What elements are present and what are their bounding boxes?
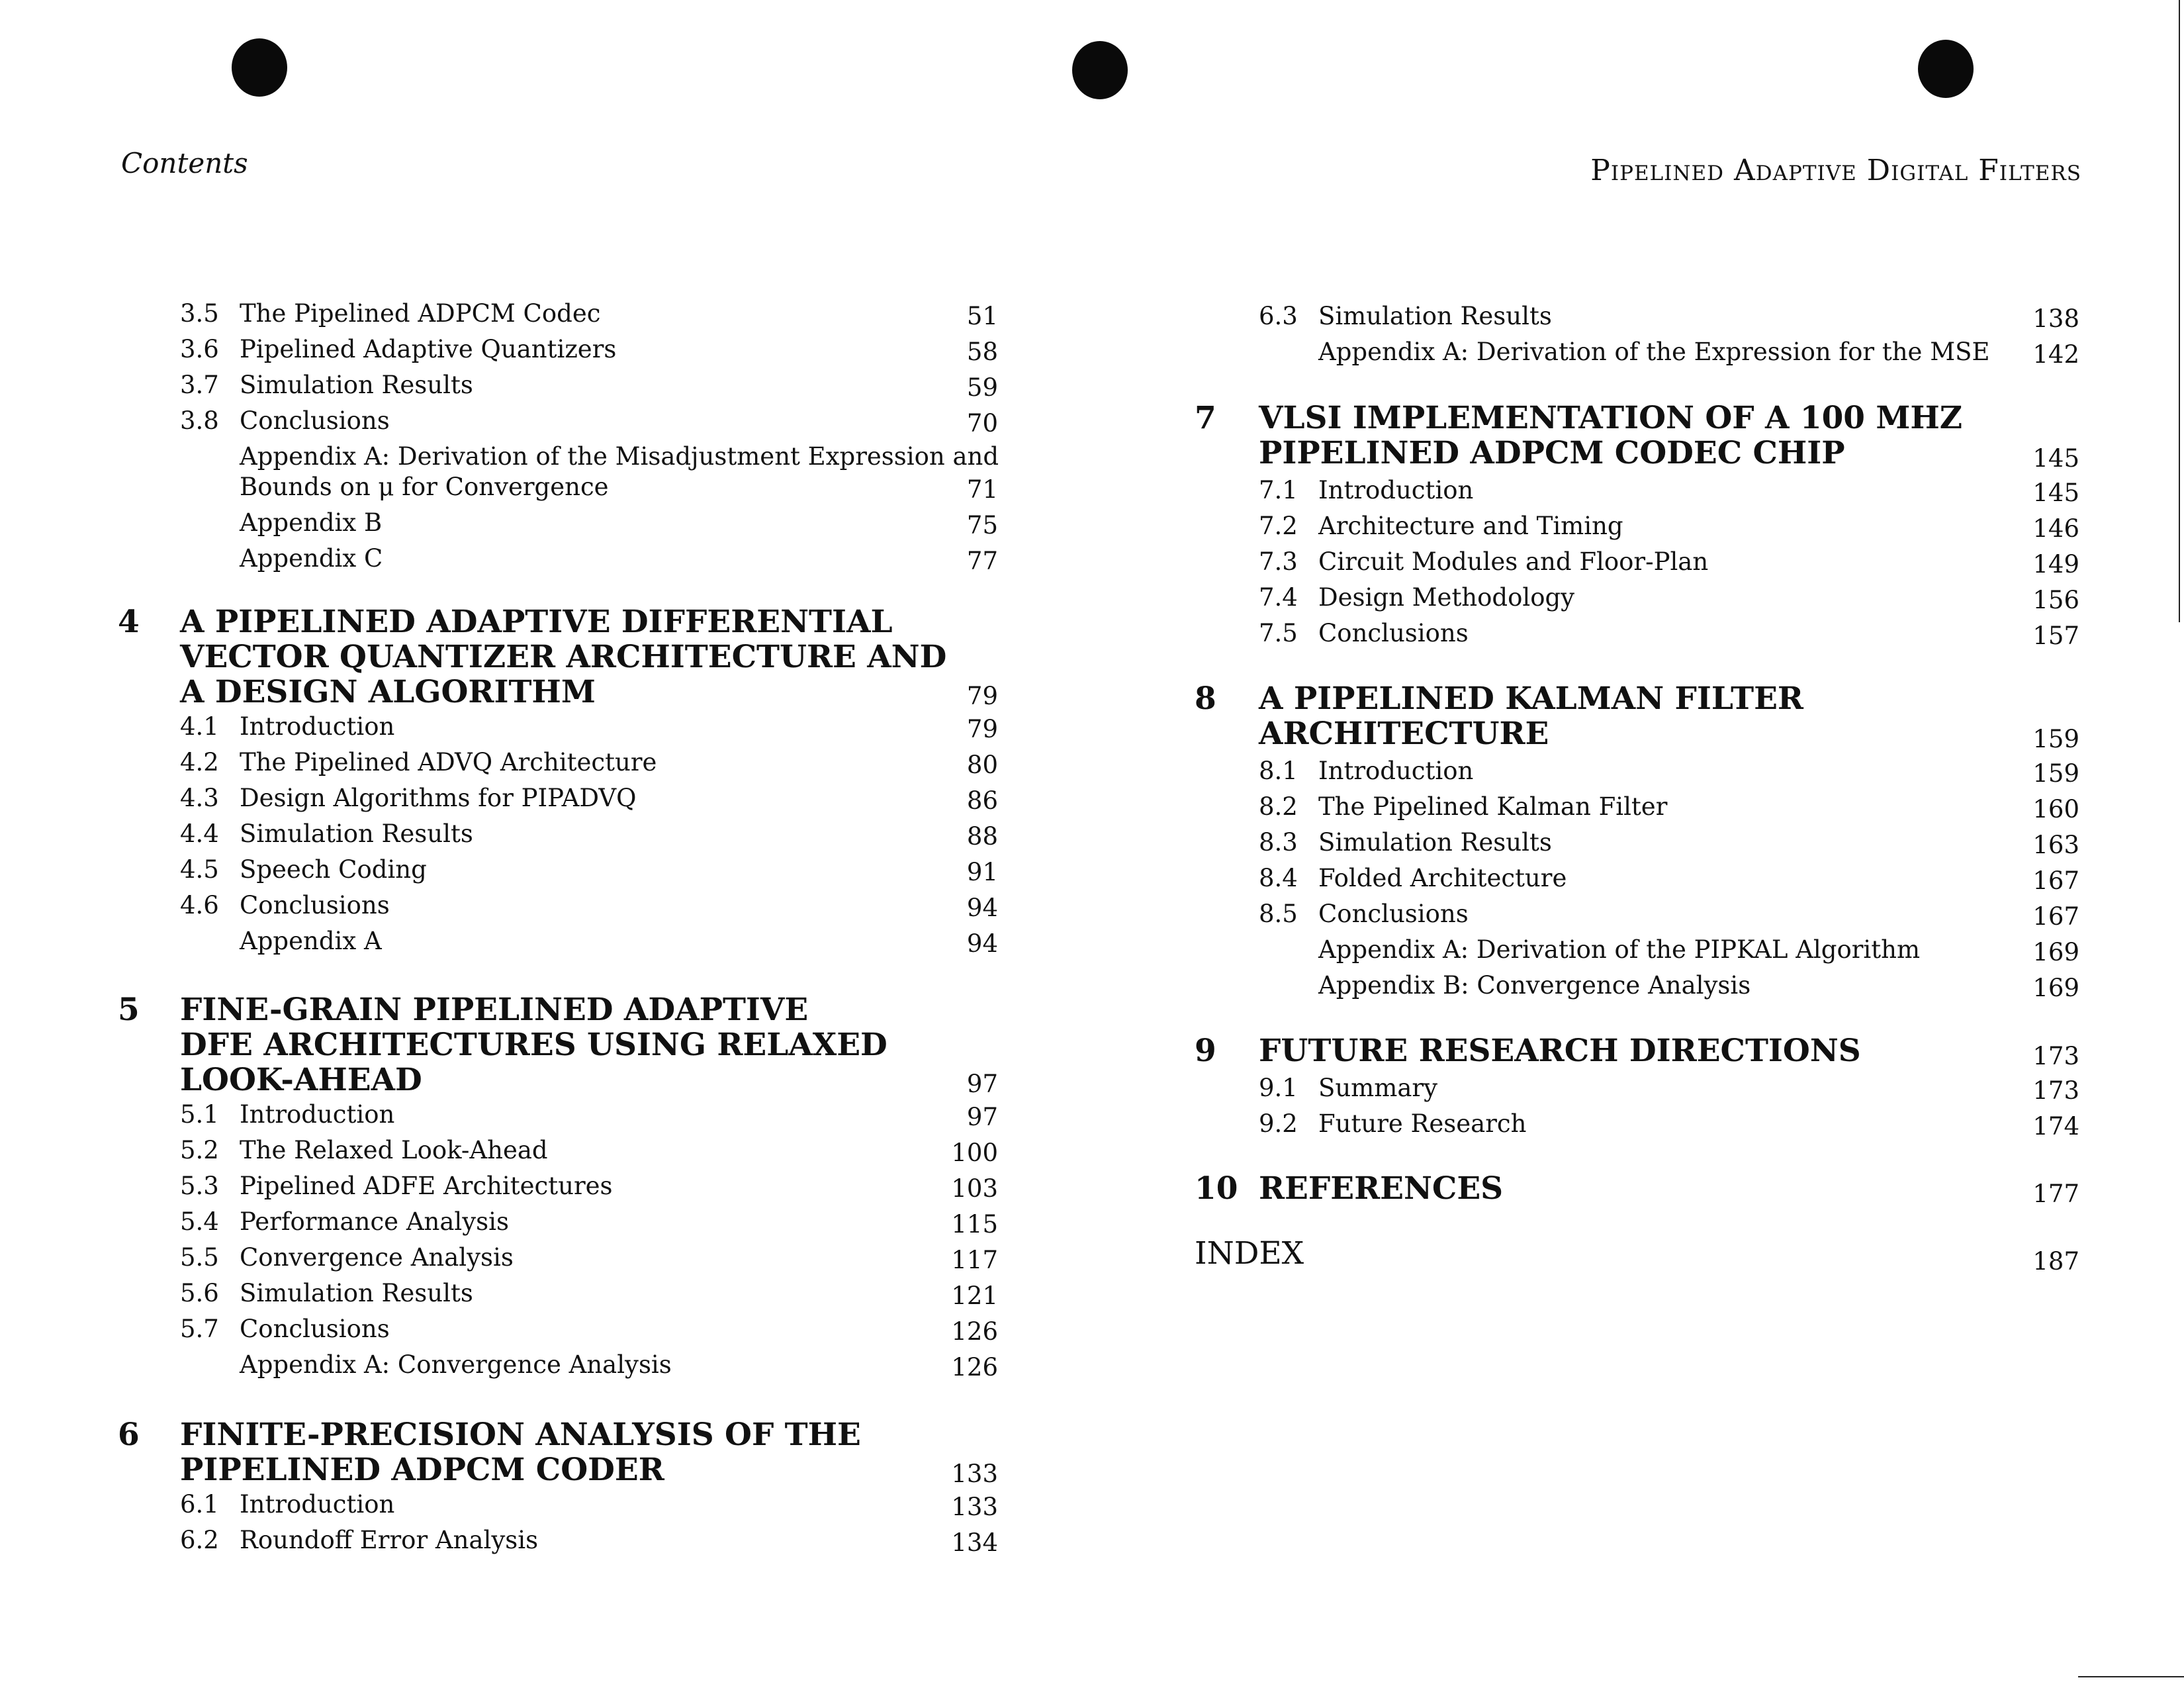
section-number: 5.2 [180,1136,219,1164]
section-number: 6.2 [180,1526,219,1554]
section-title: Future Research [1318,1109,1527,1138]
section-title: Conclusions [1318,900,1469,928]
page-number: 133 [951,1493,998,1521]
section-number: 4.6 [180,891,219,919]
page-number: 173 [2032,1042,2079,1070]
chapter-title: FINE-GRAIN PIPELINED ADAPTIVE [180,992,809,1028]
page-number: 80 [966,751,998,779]
section-title: Simulation Results [1318,302,1552,330]
section-title: Design Methodology [1318,583,1575,612]
section-title: Introduction [1318,476,1474,504]
page-number: 163 [2032,831,2079,859]
section-title: Speech Coding [240,855,427,884]
index-title: INDEX [1195,1235,1304,1272]
page-number: 177 [2032,1180,2079,1208]
chapter-number: 5 [118,992,140,1028]
appendix-title: Appendix A: Convergence Analysis [240,1350,672,1379]
section-title: Simulation Results [240,371,473,399]
page-number: 59 [966,373,998,402]
section-number: 5.6 [180,1279,219,1307]
section-title: The Pipelined ADPCM Codec [240,299,601,328]
page-number: 121 [951,1282,998,1310]
section-number: 7.1 [1259,476,1298,504]
section-title: Simulation Results [240,820,473,848]
section-number: 3.6 [180,335,219,363]
chapter-title: VLSI IMPLEMENTATION OF A 100 MHZ [1259,400,1963,436]
section-number: 7.3 [1259,547,1298,576]
page-number: 174 [2032,1112,2079,1141]
chapter-number: 4 [118,604,140,640]
section-number: 9.1 [1259,1074,1298,1102]
section-title: The Relaxed Look-Ahead [240,1136,548,1164]
appendix-title: Appendix B: Convergence Analysis [1318,971,1751,1000]
chapter-title: VECTOR QUANTIZER ARCHITECTURE AND [180,639,947,675]
section-number: 5.4 [180,1207,219,1236]
section-title: Roundoff Error Analysis [240,1526,539,1554]
page-number: 58 [966,338,998,366]
page-number: 133 [951,1460,998,1488]
section-number: 8.2 [1259,792,1298,821]
page-number: 103 [951,1174,998,1203]
section-title: Introduction [240,1100,395,1129]
section-title: The Pipelined Kalman Filter [1318,792,1668,821]
page-number: 100 [951,1139,998,1167]
page-number: 167 [2032,902,2079,931]
chapter-title: A PIPELINED ADAPTIVE DIFFERENTIAL [180,604,893,640]
appendix-title: Appendix A: Derivation of the Misadjustment Expression and [240,442,999,471]
chapter-title: DFE ARCHITECTURES USING RELAXED [180,1027,887,1063]
appendix-title: Appendix C [240,544,383,573]
section-title: Introduction [1318,757,1474,785]
page-number: 126 [951,1353,998,1382]
page-number: 91 [966,858,998,886]
section-title: Simulation Results [240,1279,473,1307]
chapter-title: FINITE-PRECISION ANALYSIS OF THE [180,1417,861,1453]
section-title: Simulation Results [1318,828,1552,857]
section-number: 9.2 [1259,1109,1298,1138]
page-number: 70 [966,409,998,438]
page-number: 156 [2032,586,2079,614]
chapter-number: 7 [1195,400,1216,436]
appendix-title: Appendix B [240,508,383,537]
section-number: 7.4 [1259,583,1298,612]
chapter-number: 10 [1195,1170,1238,1207]
page-number: 117 [951,1246,998,1274]
page-number: 79 [966,715,998,743]
page-number: 86 [966,786,998,815]
section-title: Architecture and Timing [1318,512,1623,540]
section-number: 3.5 [180,299,219,328]
section-number: 6.3 [1259,302,1298,330]
section-title: Folded Architecture [1318,864,1567,892]
page-number: 134 [951,1528,998,1557]
section-number: 4.2 [180,748,219,776]
chapter-title: ARCHITECTURE [1259,716,1549,752]
page-number: 51 [966,302,998,330]
section-title: Performance Analysis [240,1207,509,1236]
page-number: 97 [966,1070,998,1098]
chapter-number: 6 [118,1417,140,1453]
chapter-title: FUTURE RESEARCH DIRECTIONS [1259,1033,1861,1069]
chapter-title: PIPELINED ADPCM CODER [180,1452,664,1488]
section-title: Conclusions [240,1315,390,1343]
page-number: 160 [2032,795,2079,823]
page-number: 169 [2032,974,2079,1002]
running-head-left: Contents [121,147,248,179]
chapter-title: A PIPELINED KALMAN FILTER [1259,680,1803,717]
section-number: 5.5 [180,1243,219,1272]
page-number: 167 [2032,867,2079,895]
page-number: 138 [2032,305,2079,333]
chapter-title: LOOK-AHEAD [180,1062,422,1098]
running-head-right: Pipelined Adaptive Digital Filters [1590,154,2081,187]
section-title: Conclusions [240,891,390,919]
section-title: Conclusions [240,406,390,435]
page-number: 187 [2032,1247,2079,1276]
page-number: 94 [966,929,998,958]
section-number: 6.1 [180,1490,219,1519]
section-number: 8.3 [1259,828,1298,857]
appendix-title: Appendix A: Derivation of the PIPKAL Algorithm [1318,935,1921,964]
section-number: 8.4 [1259,864,1298,892]
page-number: 159 [2032,759,2079,788]
chapter-number: 9 [1195,1033,1216,1069]
section-number: 7.2 [1259,512,1298,540]
page-number: 159 [2032,725,2079,753]
page-number: 79 [966,682,998,710]
appendix-title: Appendix A [240,927,382,955]
section-title: Conclusions [1318,619,1469,647]
section-title: Convergence Analysis [240,1243,514,1272]
chapter-title: PIPELINED ADPCM CODEC CHIP [1259,435,1845,471]
section-number: 5.1 [180,1100,219,1129]
section-title: Pipelined ADFE Architectures [240,1172,613,1200]
page-number: 142 [2032,340,2079,369]
section-number: 5.7 [180,1315,219,1343]
section-title: Pipelined Adaptive Quantizers [240,335,617,363]
chapter-title: REFERENCES [1259,1170,1504,1207]
section-number: 4.4 [180,820,219,848]
section-title: Design Algorithms for PIPADVQ [240,784,637,812]
page-number: 77 [966,547,998,575]
page-number: 94 [966,894,998,922]
page-number: 149 [2032,550,2079,579]
section-title: Summary [1318,1074,1437,1102]
section-title: Introduction [240,712,395,741]
section-number: 7.5 [1259,619,1298,647]
section-title: Circuit Modules and Floor-Plan [1318,547,1709,576]
chapter-number: 8 [1195,680,1216,717]
section-number: 4.3 [180,784,219,812]
page-number: 88 [966,822,998,851]
page-number: 145 [2032,444,2079,473]
section-number: 4.5 [180,855,219,884]
page-number: 115 [951,1210,998,1239]
page-number: 75 [966,511,998,539]
section-number: 8.1 [1259,757,1298,785]
appendix-title: Appendix A: Derivation of the Expression for the MSE [1318,338,1990,366]
section-number: 3.8 [180,406,219,435]
page-number: 173 [2032,1076,2079,1105]
section-number: 8.5 [1259,900,1298,928]
section-title: The Pipelined ADVQ Architecture [240,748,657,776]
page-number: 71 [966,475,998,504]
page-number: 169 [2032,938,2079,966]
page-number: 157 [2032,622,2079,650]
chapter-title: A DESIGN ALGORITHM [180,674,596,710]
section-number: 4.1 [180,712,219,741]
section-title: Introduction [240,1490,395,1519]
section-number: 3.7 [180,371,219,399]
page-number: 126 [951,1317,998,1346]
page-number: 97 [966,1103,998,1131]
section-number: 5.3 [180,1172,219,1200]
appendix-title: Bounds on μ for Convergence [240,473,609,501]
page-number: 145 [2032,479,2079,507]
page-number: 146 [2032,514,2079,543]
